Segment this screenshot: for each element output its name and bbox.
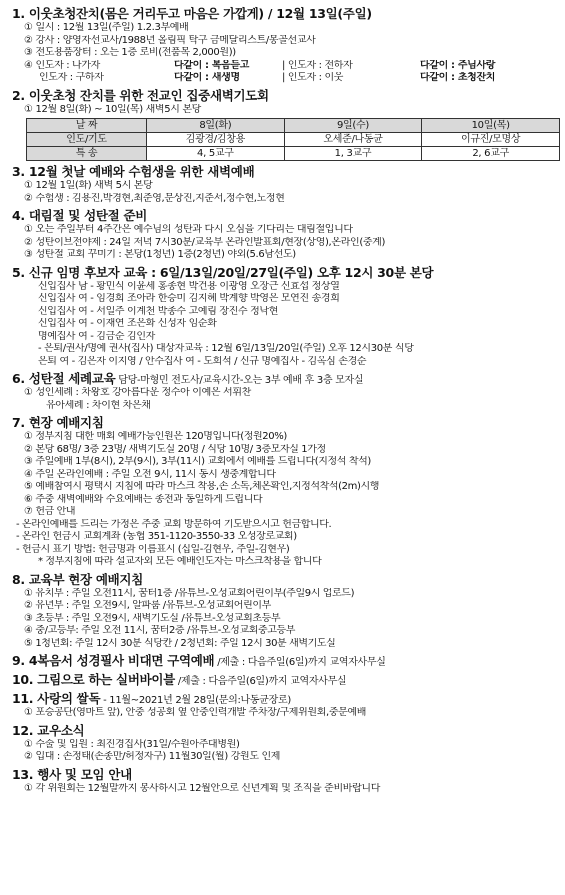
section-candidate-education [12,265,557,369]
list-item: 신입집사 남 - 황민식 이윤세 홍종현 박건용 이광영 오장근 신효섭 정상열 [38,280,340,292]
table-cell: 2, 6교구 [422,147,560,161]
list-item: ③ 전도용품장터 : 오는 1층 로비(전품목 2,000원)) [24,47,236,58]
section-title-main: 6. 성탄절 세례교육 [12,371,116,386]
section-title: 4. 대림절 및 성탄절 준비 [12,208,148,223]
prayer-schedule-table [26,118,560,161]
list-item: ② 입대 : 손정태(손종만/허정자구) 11월30일(월) 강원도 인제 [24,751,281,762]
section-bible-transcription [12,653,557,669]
section-member-news [12,723,557,764]
responsive-reading-row [12,72,557,85]
section-title: 8. 교육부 현장 예배지침 [12,571,143,587]
section-title: 1. 이웃초청잔치(몸은 거리두고 마음은 가깝게) / 12월 13일(주일) [12,6,372,21]
section-title [12,265,557,281]
table-cell: 1, 3교구 [284,147,422,161]
list-item: 신입집사 여 - 서일주 이계천 박종수 고예림 장진수 정낙현 [38,305,279,317]
table-cell: 8일(화) [147,119,285,133]
table-cell: 인도/기도 [27,133,147,147]
list-item: ⑤ 1청년회: 주일 12시 30분 식당칸 / 2청년회: 주일 12시 30분 새벽기도실 [24,637,336,649]
section-worship-guidelines [12,415,557,569]
list-item: ② 수험생 : 김용진,박경현,최준영,문상진,지준서,정수현,노정현 [24,192,285,204]
section-title [12,371,557,387]
list-item: 유아세례 : 차이현 차은채 [46,399,151,411]
list-item: ⑥ 주중 새벽예배와 수요예배는 종전과 동일하게 드립니다 [24,493,263,505]
list-item: ② 유년부 : 주일 오전9시, 알파룸 /유튜브-오성교회어린이부 [24,600,271,611]
list-item: 신입집사 여 - 이재연 조은화 신성자 임순화 [38,318,217,329]
section-rice-jar [12,691,557,720]
response-line: 다같이 : 새생명 [174,72,240,83]
section-baptism-education [12,371,557,412]
table-cell: 이규진/모명상 [422,133,560,147]
section-title: 3. 12월 첫날 예배와 수험생을 위한 새벽예배 [12,164,255,179]
section-title-detail: : 6일/13일/20일/27일(주일) 오후 12시 30분 본당 [147,264,434,280]
list-item: ① 포승공단(영마트 앞), 안중 성공회 옆 안중인력개발 주차장/구제위원회,중문예배 [24,707,367,718]
list-item: 신입집사 여 - 임경희 조아라 한승미 김지혜 박계향 박영은 모연진 송경희 [38,293,340,304]
list-item: ① 12월 8일(화) ~ 10일(목) 새벽5시 본당 [24,103,201,115]
list-item: ④ 중/고등부: 주일 오전 11시, 꿈터2층 /유튜브-오성교회중고등부 [24,625,295,636]
response-line: 다같이 : 초청잔치 [420,72,496,83]
list-item: ① 각 위원회는 12월말까지 봉사하시고 12월안으로 신년계획 및 조직을 준비바랍니다 [24,782,381,794]
list-item: ③ 주일예배 1부(8시), 2부(9시), 3부(11시) 교회에서 예배를 드립니다(지정석 착석) [24,456,371,467]
list-item: ③ 초등부 : 주일 오전9시, 새벽기도실 /유튜브-오성교회초등부 [24,612,281,624]
list-item: ① 오는 주일부터 4주간은 예수님의 성탄과 다시 오심을 기다리는 대림절입니다 [24,224,353,235]
section-prayer-meeting [12,88,557,162]
list-item: ① 수술 및 입원 : 최진경집사(31일/수원아주대병원) [24,738,240,750]
section-title [12,653,557,669]
section-event-invitation [12,6,557,85]
list-item: - 온라인예배를 드리는 가정은 주중 교회 방문하여 기도받으시고 헌금합니다. [16,518,332,530]
section-advent-christmas [12,208,557,262]
section-title-main: 10. 그림으로 하는 실버바이블 [12,672,175,687]
leader-line: 인도자 : 구하자 [39,72,104,83]
list-item: - 은퇴/권사/명예 권사(집사) 대상자교육 : 12월 6일/13일/20일(주일) 오후 12시30분 식당 [38,343,414,354]
section-title-detail: - 11월~2021년 2월 28일(문의:나동균장로) [100,695,291,706]
section-first-day-service [12,164,557,205]
list-item: ① 유치부 : 주일 오전11시, 꿈터1층 /유튜브-오성교회어린이부(주일9시 업로드) [24,587,355,599]
section-education-guidelines [12,572,557,651]
section-title-main: 11. 사랑의 쌀독 [12,691,101,706]
section-title-main: 9. 4복음서 성경필사 비대면 구역예배 [12,653,215,668]
table-row [27,147,560,161]
table-cell: 김광경/김창용 [147,133,285,147]
section-title: 7. 현장 예배지침 [12,415,104,430]
section-title: 12. 교우소식 [12,722,85,738]
list-item: ① 일시 : 12월 13일(주일) 1.2.3부예배 [24,22,189,33]
section-title [12,691,557,707]
list-item: ① 12월 1일(화) 새벽 5시 본당 [24,180,153,191]
section-events-meetings [12,767,557,796]
list-item: - 헌금시 표기 방법: 헌금명과 이름표시 (십일-김현우, 주일-김현우) [16,543,290,555]
table-row [27,133,560,147]
list-item: ⑤ 예배참여시 평택시 지침에 따라 마스크 착용,손 소독,체온확인,지정석착석(2m)시행 [24,481,379,492]
leader-line: | 인도자 : 이웃 [282,72,344,83]
list-item: ② 성탄이브전야제 : 24일 저녁 7시30분/교육부 온라인발표회/현장(상영),온라인(중계) [24,236,386,248]
leader-line: ④ 인도자 : 나가자 [24,59,100,71]
table-cell: 4, 5교구 [147,147,285,161]
responsive-reading-row [12,60,557,73]
section-title: 13. 행사 및 모임 안내 [12,766,132,782]
list-item: ① 정부지침 대한 매회 예배가능인원은 120명입니다(정원20%) [24,431,287,442]
list-item: ② 강사 : 양영자선교사/1988년 올림픽 탁구 금메달리스트/몽골선교사 [24,34,316,46]
list-item: ④ 주일 온라인예배 : 주일 오전 9시, 11시 동시 생중계합니다 [24,468,276,480]
list-item: ② 본당 68명/ 3층 23명/ 새벽기도실 20명 / 식당 10명/ 3층모자실 1가정 [24,443,326,455]
list-item: 명예집사 여 - 김금순 김인자 [38,330,155,342]
table-cell: 특 송 [27,147,147,161]
section-title: 2. 이웃초청 잔치를 위한 전교인 집중새벽기도회 [12,87,269,103]
section-title-detail: 담당-마형민 전도사/교육시간-오는 3부 예배 후 3층 모자실 [115,375,364,386]
list-item: ③ 성탄절 교회 꾸미기 : 본당(1청년) 1층(2청년) 야외(5.6남선도) [24,249,296,260]
response-line: 다같이 : 복음듣고 [174,59,250,71]
table-cell: 10일(목) [422,119,560,133]
section-title-detail: /제출 : 다음주일(6일)까지 교역자사무실 [214,657,386,668]
list-item: * 정부지침에 따라 설교자외 모든 예배인도자는 마스크착용을 합니다 [38,556,322,567]
section-title [12,672,557,688]
table-cell: 오세준/나동균 [284,133,422,147]
section-title-detail: /제출 : 다음주일(6일)까지 교역자사무실 [174,676,347,687]
response-line: 다같이 : 주님사랑 [420,59,496,71]
list-item: - 온라인 헌금시 교회계좌 (농협 351-1120-3550-33 오성장로교회) [16,531,297,542]
list-item: ① 성인세례 : 차왕호 강아름다운 정수아 이예은 서휘찬 [24,387,251,398]
list-item: 은퇴 여 - 김은자 이지영 / 안수집사 여 - 도희석 / 신규 명예집사 - 김옥심 손경순 [38,355,367,367]
table-cell: 날 짜 [27,119,147,133]
section-silver-bible [12,672,557,688]
table-header-row [27,119,560,133]
list-item: ⑦ 헌금 안내 [24,506,76,517]
table-cell: 9일(수) [284,119,422,133]
leader-line: | 인도자 : 전하자 [282,59,353,71]
section-title-main: 5. 신규 임명 후보자 교육 [12,264,148,280]
